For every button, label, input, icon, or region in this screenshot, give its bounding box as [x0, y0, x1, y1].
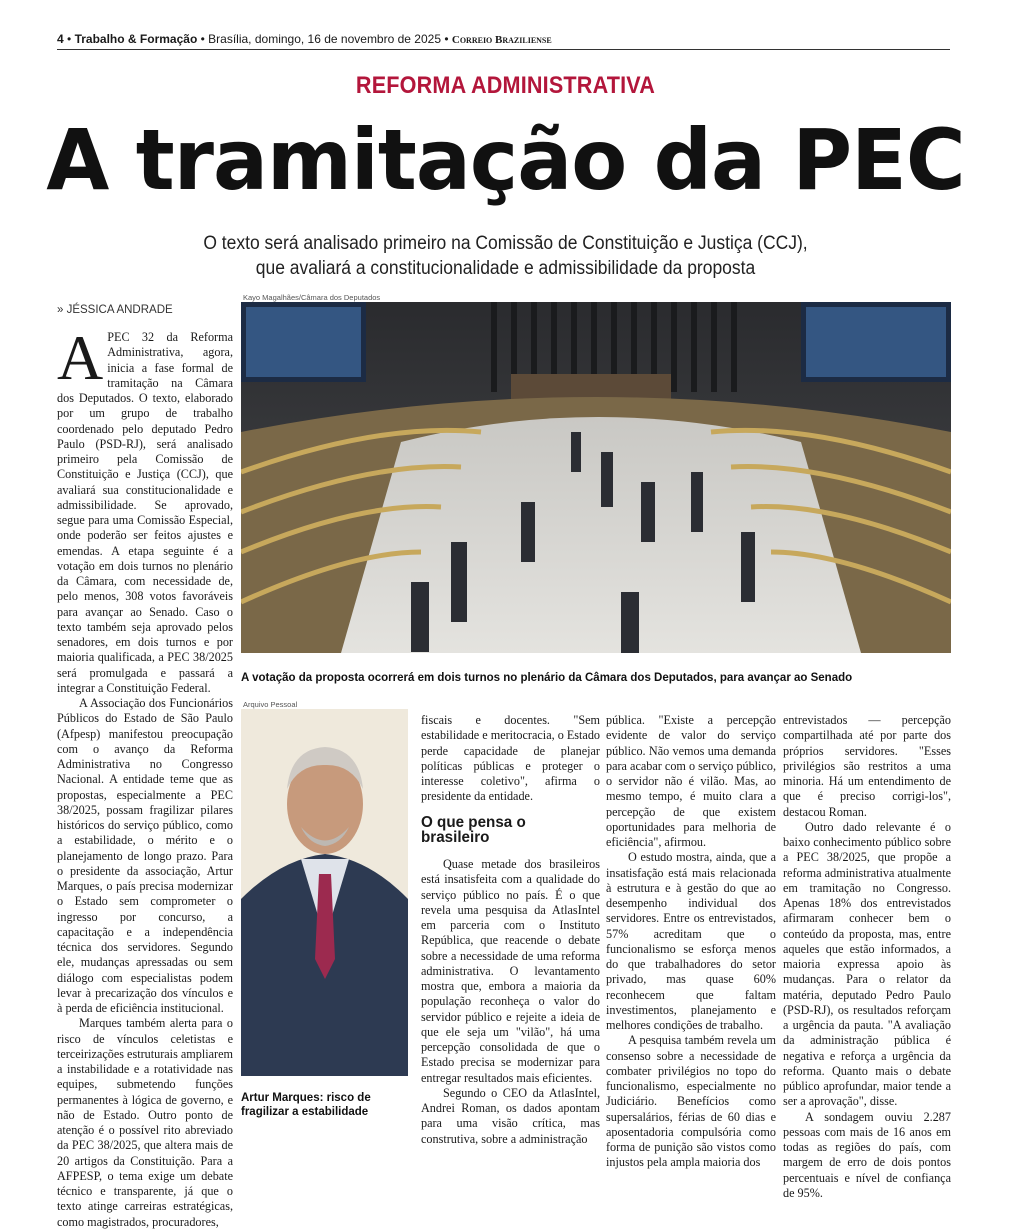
- column-2: [421, 713, 600, 1147]
- paragraph: Outro dado relevante é o baixo conhecimento público sobre a PEC 38/2025, que propõe a reforma administrativa atualmente em tramitação no Congresso. Apenas 18% dos entrevistados afirmaram conhecer bem o conteúdo da proposta, mas, entre aqueles que estão informados, a maioria expressa apoio às mudanças. Para o relator da matéria, deputado Pedro Paulo (PSD-RJ), os resultados reforçam a urgência da pauta. "A avaliação da administração pública é negativa e reforça a urgência da reforma. Quanto mais o debate público aprofundar, maior tende a ser a aprovação", disse.: [783, 819, 951, 1109]
- column-4: [783, 713, 951, 1201]
- portrait-photo: [241, 709, 408, 1076]
- plenary-photo: [241, 302, 951, 653]
- paragraph: Marques também alerta para o risco de vínculos celetistas e terceirizações estruturais ampliarem a instabilidade e a rotatividade nas equipes, submetendo funções permanentes à lógica de governo, e não de Estado. Outro ponto de atenção é o possível rito abreviado da PEC 38/2025, que altera mais de 20 artigos da Constituição. Para a AFPESP, o tema exige um debate técnico e transparente, já que o texto atinge carreiras estratégicas, como magistrados, procuradores,: [57, 1016, 233, 1229]
- subhead: O que pensa o brasileiro: [421, 813, 526, 846]
- dateline: Brasília, domingo, 16 de novembro de 2025: [208, 32, 441, 46]
- paragraph: PEC 32 da Reforma Administrativa, agora, inicia a fase formal de tramitação na Câmara dos Deputados. O texto, elaborado por um grupo de trabalho coordenado pelo deputado Pedro Paulo (PSD-RJ), será analisado primeiro pela Comissão de Constituição e Justiça (CCJ), que avaliará sua constitucionalidade e admissibilidade. Se aprovado, segue para uma Comissão Especial, onde poderão ser feitos ajustes e emendas. A etapa seguinte é a votação em dois turnos no plenário da Câmara, com necessidade de, pelo menos, 308 votos favoráveis para avançar ao Senado. Caso o texto também seja aprovado pelos senadores, em dois turnos e por maioria qualificada, a PEC 38/2025 será promulgada e passará a integrar a Constituição Federal.: [57, 330, 233, 695]
- byline: » JÉSSICA ANDRADE: [57, 304, 173, 316]
- main-photo-caption: A votação da proposta ocorrerá em dois turnos no plenário da Câmara dos Deputados, para avançar ao Senado: [241, 672, 853, 684]
- paragraph: Segundo o CEO da AtlasIntel, Andrei Roman, os dados apontam para uma visão crítica, mas construtiva, sobre a administração: [421, 1085, 600, 1146]
- headline: A tramitação da PEC: [46, 111, 965, 209]
- paragraph: fiscais e docentes. "Sem estabilidade e meritocracia, o Estado perde capacidade de planejar políticas públicas e proteger o interesse coletivo", afirma o presidente da entidade.: [421, 713, 601, 804]
- newspaper-name: Correio Braziliense: [451, 34, 552, 46]
- paragraph: A sondagem ouviu 2.287 pessoas com mais de 16 anos em todas as regiões do país, com margem de erro de dois pontos percentuais e nível de confiança de 95%.: [783, 1109, 951, 1200]
- paragraph: O estudo mostra, ainda, que a insatisfação está mais relacionada à estrutura e à gestão do que ao desempenho individual dos servidores. Entre os entrevistados, 57% acreditam que o funcionalismo se esforça menos do que trabalhadores do setor privado, mas quase 60% reconhecem que faltam investimentos, planejamento e melhores condições de trabalho.: [606, 850, 776, 1032]
- paragraph: pública. "Existe a percepção evidente de valor do serviço público. Não vemos uma demanda para acabar com o serviço público, o servidor não é vilão. Mas, ao mesmo tempo, é muito clara a percepção de que existem oportunidades para melhoria de eficiência", afirmou.: [606, 713, 776, 849]
- plenary-photo-image: [241, 302, 951, 653]
- paragraph: A pesquisa também revela um consenso sobre a necessidade de combater privilégios no topo do funcionalismo, especialmente no Judiciário. Benefícios como supersalários, férias de 60 dias e aposentadoria compulsória como forma de punição são vistos como injustos pela ampla maioria dos: [606, 1033, 776, 1170]
- deck-line: O texto será analisado primeiro na Comissão de Constituição e Justiça (CCJ),: [203, 233, 808, 254]
- paragraph: Quase metade dos brasileiros está insatisfeita com a qualidade do serviço público no país. É o que revela uma pesquisa da AtlasIntel em parceria com o Instituto República, que reacende o debate sobre a necessidade de uma reforma administrativa. O levantamento mostra que, embora a maioria da população reconheça o valor do servidor público e rejeite a ideia de que ele seja um "vilão", há uma percepção consolidada de que o Estado precisa se modernizar para entregar resultados mais eficientes.: [421, 857, 600, 1085]
- deck: [40, 231, 970, 281]
- portrait-caption: Artur Marques: risco de fragilizar a estabilidade: [241, 1092, 371, 1118]
- page-number: 4: [57, 32, 64, 46]
- photo-credit: Arquivo Pessoal: [243, 700, 298, 709]
- deck-line: que avaliará a constitucionalidade e admissibilidade da proposta: [255, 258, 756, 279]
- page-folio: 4 • Trabalho & Formação • Brasília, domingo, 16 de novembro de 2025 • Correio Braziliense: [57, 32, 950, 50]
- column-1: [57, 322, 233, 1230]
- photo-credit: Kayo Magalhães/Câmara dos Deputados: [243, 293, 381, 302]
- section-name: Trabalho & Formação: [74, 32, 198, 46]
- kicker: REFORMA ADMINISTRATIVA: [355, 72, 656, 99]
- drop-cap: A: [57, 322, 104, 393]
- paragraph: A Associação dos Funcionários Públicos do Estado de São Paulo (Afpesp) manifestou preocupação com o avanço da Reforma Administrativa no Congresso Nacional. A entidade teme que as propostas, especialmente a PEC 38/2025, possam fragilizar pilares históricos do serviço público, como a estabilidade, o mérito e o planejamento de longo prazo. Para o presidente da associação, Artur Marques, o país precisa modernizar o Estado sem comprometer o ingresso por concurso, a capacitação e a independência técnica dos servidores. Segundo ele, mudanças apressadas ou sem diálogo com especialistas podem levar à precarização dos vínculos e à perda de eficiência institucional.: [57, 696, 233, 1015]
- paragraph: entrevistados — percepção compartilhada até por parte dos próprios servidores. "Esses privilégios são restritos a uma minoria. Há um entendimento de que é preciso corrigi-los", destacou Roman.: [783, 713, 951, 819]
- portrait-image: [241, 709, 408, 1076]
- column-3: [606, 713, 776, 1171]
